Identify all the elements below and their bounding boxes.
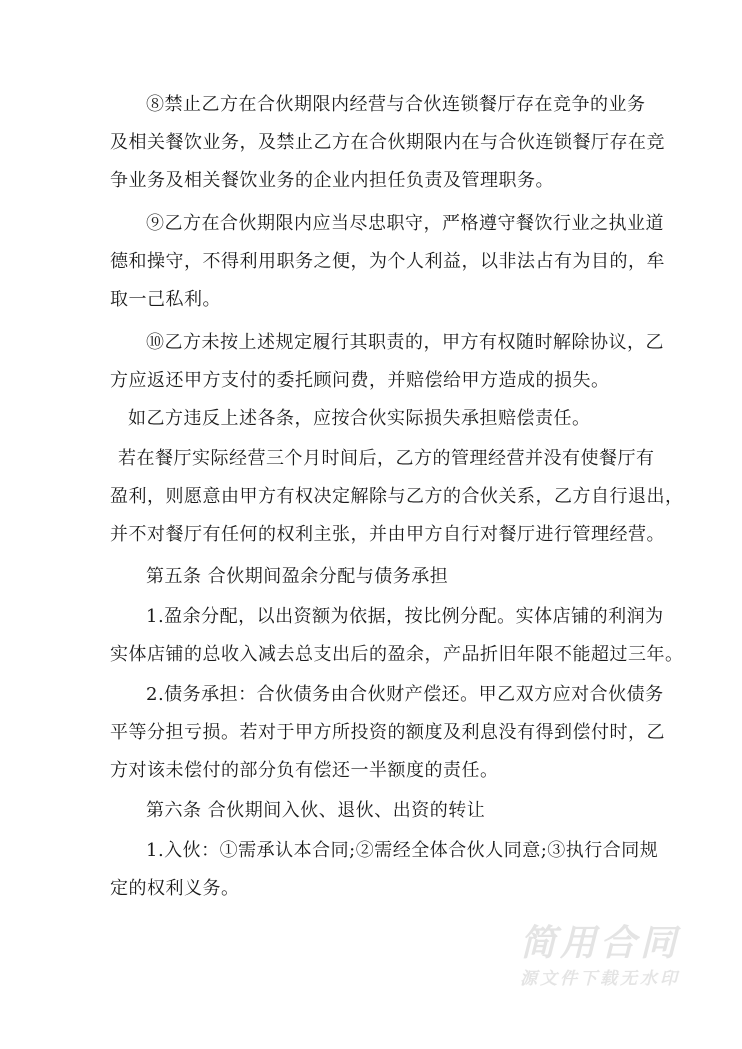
watermark-logo <box>505 922 695 992</box>
text-line: 盈利，则愿意由甲方有权决定解除与乙方的合伙关系，乙方自行退出， <box>110 486 684 507</box>
text-line: 如乙方违反上述各条，应按合伙实际损失承担赔偿责任。 <box>128 408 591 429</box>
text-line: 及相关餐饮业务，及禁止乙方在合伙期限内在与合伙连锁餐厅存在竞 <box>110 132 665 153</box>
text-line: 实体店铺的总收入减去总支出后的盈余，产品折旧年限不能超过三年。 <box>110 644 684 665</box>
text-line: 1.入伙：①需承认本合同;②需经全体合伙人同意;③执行合同规 <box>146 840 659 861</box>
text-line: 2.债务承担：合伙债务由合伙财产偿还。甲乙双方应对合伙债务 <box>146 684 664 705</box>
watermark-title: 简用合同 <box>519 923 680 964</box>
breach-liability-paragraph <box>110 400 640 438</box>
watermark-subtitle: 源文件下载无水印 <box>520 969 680 989</box>
text-line: 德和操守，不得利用职务之便，为个人利益，以非法占有为目的，牟 <box>110 251 665 272</box>
text-line: ⑨乙方在合伙期限内应当尽忠职守，严格遵守餐饮行业之执业道 <box>146 213 664 234</box>
text-line: ⑧禁止乙方在合伙期限内经营与合伙连锁餐厅存在竞争的业务 <box>146 94 646 115</box>
text-line: 1.盈余分配，以出资额为依据，按比例分配。实体店铺的利润为 <box>146 606 664 627</box>
text-line: 争业务及相关餐饮业务的企业内担任负责及管理职务。 <box>110 170 554 191</box>
clause-8-paragraph <box>110 86 665 200</box>
section-heading: 第六条 合伙期间入伙、退伙、出资的转让 <box>146 800 486 821</box>
section-heading: 第五条 合伙期间盈余分配与债务承担 <box>146 566 449 587</box>
article-6-item-1 <box>110 832 659 908</box>
clause-10-paragraph <box>110 324 664 400</box>
text-line: 方应返还甲方支付的委托顾问费，并赔偿给甲方造成的损失。 <box>110 370 610 391</box>
article-6-heading <box>110 792 640 830</box>
text-line: 方对该未偿付的部分负有偿还一半额度的责任。 <box>110 760 499 781</box>
text-line: 平等分担亏损。若对于甲方所投资的额度及利息没有得到偿付时，乙 <box>110 722 665 743</box>
article-5-heading <box>110 558 640 596</box>
article-5-item-1 <box>110 598 684 674</box>
clause-9-paragraph <box>110 205 665 319</box>
text-line: 若在餐厅实际经营三个月时间后，乙方的管理经营并没有使餐厅有 <box>118 448 655 469</box>
article-5-item-2 <box>110 676 665 790</box>
text-line: ⑩乙方未按上述规定履行其职责的，甲方有权随时解除协议，乙 <box>146 332 664 353</box>
text-line: 定的权利义务。 <box>110 878 240 899</box>
profit-condition-paragraph <box>110 440 684 554</box>
text-line: 取一己私利。 <box>110 289 221 310</box>
text-line: 并不对餐厅有任何的权利主张，并由甲方自行对餐厅进行管理经营。 <box>110 524 665 545</box>
